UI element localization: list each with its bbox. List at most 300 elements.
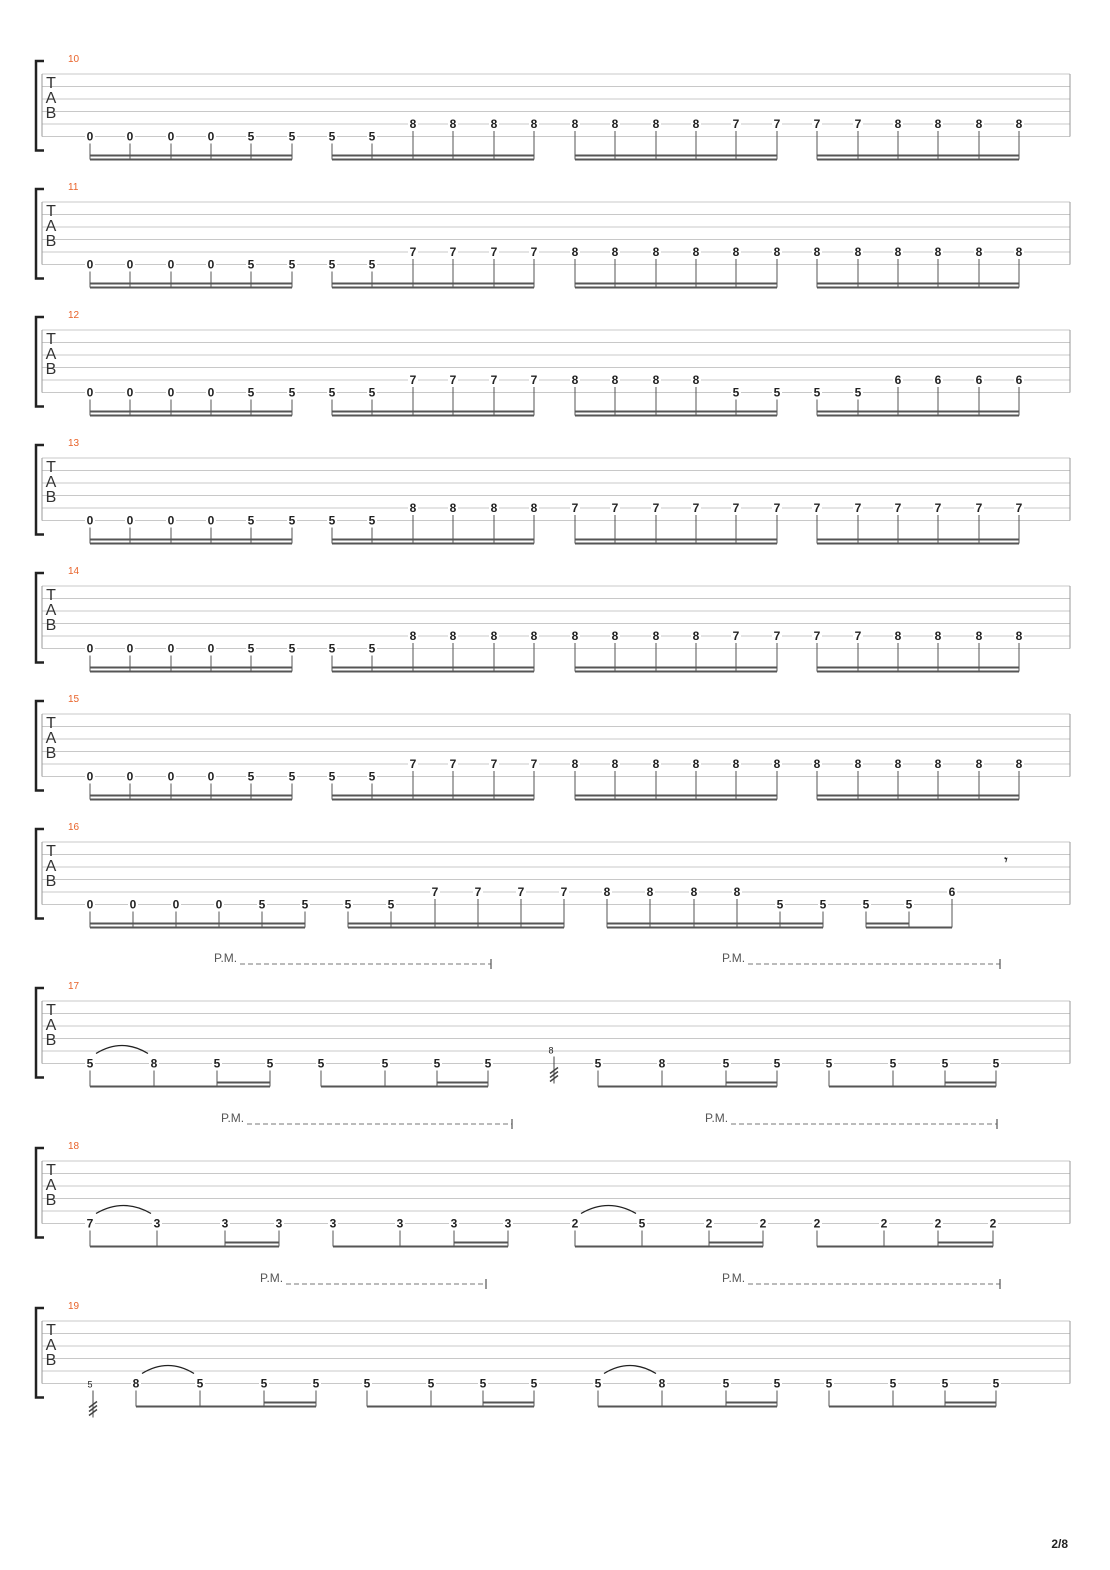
measure-number: 15 bbox=[68, 694, 80, 705]
fret-number: 8 bbox=[975, 629, 983, 643]
fret-number: 7 bbox=[732, 629, 740, 643]
fret-number: 5 bbox=[247, 641, 255, 656]
tie-arc bbox=[96, 1046, 148, 1054]
fret-number: 5 bbox=[905, 897, 913, 912]
fret-number: 8 bbox=[692, 117, 700, 131]
fret-number: 3 bbox=[221, 1216, 229, 1231]
fret-number: 3 bbox=[396, 1216, 404, 1231]
tab-clef-letter: B bbox=[45, 1352, 57, 1369]
fret-number: 8 bbox=[449, 117, 457, 131]
fret-number: 8 bbox=[975, 245, 983, 259]
fret-number: 8 bbox=[571, 757, 579, 771]
fret-number: 8 bbox=[652, 245, 660, 259]
beat-group bbox=[812, 501, 1024, 544]
fret-number: 2 bbox=[989, 1216, 997, 1231]
fret-number: 5 bbox=[288, 769, 296, 784]
fret-number: 5 bbox=[387, 897, 395, 912]
beat-group bbox=[85, 1217, 284, 1247]
fret-number: 5 bbox=[889, 1376, 897, 1391]
fret-number: 0 bbox=[207, 513, 215, 528]
fret-number: 8 bbox=[530, 629, 538, 643]
fret-number: 5 bbox=[288, 257, 296, 272]
fret-number: 7 bbox=[854, 629, 862, 643]
fret-number: 3 bbox=[504, 1216, 512, 1231]
measure-number: 16 bbox=[68, 822, 80, 833]
fret-number: 5 bbox=[479, 1376, 487, 1391]
fret-number: 8 bbox=[1015, 245, 1023, 259]
fret-number: 7 bbox=[490, 373, 498, 387]
tab-clef-letter: A bbox=[45, 1017, 57, 1034]
palm-mute-label: P.M. bbox=[260, 1271, 284, 1285]
fret-number: 7 bbox=[571, 501, 579, 515]
palm-mute-label: P.M. bbox=[705, 1111, 729, 1125]
measure-number: 13 bbox=[68, 438, 80, 449]
grace-note: 5 bbox=[87, 1379, 93, 1390]
beat-group bbox=[316, 1057, 493, 1087]
fret-number: 7 bbox=[611, 501, 619, 515]
fret-number: 8 bbox=[409, 629, 417, 643]
fret-number: 8 bbox=[894, 629, 902, 643]
tie-arc bbox=[604, 1366, 656, 1374]
fret-number: 5 bbox=[889, 1056, 897, 1071]
beat-group bbox=[812, 757, 1024, 800]
fret-number: 5 bbox=[266, 1056, 274, 1071]
tab-clef-letter: B bbox=[45, 489, 57, 506]
measure-number: 17 bbox=[68, 981, 80, 992]
fret-number: 5 bbox=[381, 1056, 389, 1071]
fret-number: 5 bbox=[258, 897, 266, 912]
fret-number: 7 bbox=[732, 501, 740, 515]
fret-number: 7 bbox=[894, 501, 902, 515]
fret-number: 0 bbox=[167, 129, 175, 144]
fret-number: 8 bbox=[150, 1056, 158, 1071]
fret-number: 0 bbox=[167, 769, 175, 784]
fret-number: 5 bbox=[312, 1376, 320, 1391]
fret-number: 8 bbox=[449, 501, 457, 515]
fret-number: 8 bbox=[603, 885, 611, 899]
fret-number: 8 bbox=[530, 117, 538, 131]
fret-number: 8 bbox=[490, 629, 498, 643]
fret-number: 8 bbox=[132, 1376, 140, 1391]
palm-mute-label: P.M. bbox=[722, 1271, 746, 1285]
beat-group bbox=[861, 885, 957, 928]
fret-number: 0 bbox=[167, 385, 175, 400]
fret-number: 7 bbox=[854, 117, 862, 131]
fret-number: 0 bbox=[126, 129, 134, 144]
fret-number: 8 bbox=[611, 757, 619, 771]
fret-number: 5 bbox=[941, 1376, 949, 1391]
fret-number: 8 bbox=[658, 1056, 666, 1071]
tie-arc bbox=[142, 1366, 194, 1374]
tab-clef-letter: T bbox=[46, 459, 56, 476]
beat-group bbox=[570, 117, 782, 160]
fret-number: 7 bbox=[449, 373, 457, 387]
tab-clef-letter: A bbox=[45, 1337, 57, 1354]
tie-arc bbox=[581, 1206, 636, 1214]
fret-number: 5 bbox=[288, 385, 296, 400]
fret-number: 7 bbox=[560, 885, 568, 899]
beat-group bbox=[593, 1377, 782, 1407]
fret-number: 0 bbox=[207, 257, 215, 272]
fret-number: 5 bbox=[301, 897, 309, 912]
fret-number: 8 bbox=[1015, 629, 1023, 643]
fret-number: 5 bbox=[247, 385, 255, 400]
fret-number: 8 bbox=[934, 757, 942, 771]
fret-number: 8 bbox=[934, 245, 942, 259]
fret-number: 5 bbox=[328, 769, 336, 784]
fret-number: 7 bbox=[530, 245, 538, 259]
tab-clef-letter: T bbox=[46, 843, 56, 860]
fret-number: 7 bbox=[773, 501, 781, 515]
beat-group bbox=[570, 501, 782, 544]
fret-number: 5 bbox=[825, 1376, 833, 1391]
fret-number: 7 bbox=[813, 501, 821, 515]
fret-number: 5 bbox=[722, 1376, 730, 1391]
fret-number: 5 bbox=[368, 513, 376, 528]
tab-system bbox=[36, 1111, 1070, 1247]
fret-number: 8 bbox=[658, 1376, 666, 1391]
fret-number: 3 bbox=[275, 1216, 283, 1231]
fret-number: 8 bbox=[894, 117, 902, 131]
fret-number: 0 bbox=[172, 897, 180, 912]
fret-number: 6 bbox=[934, 373, 942, 387]
tab-system bbox=[36, 438, 1070, 544]
fret-number: 0 bbox=[126, 769, 134, 784]
tab-system bbox=[36, 951, 1070, 1087]
measure-number: 19 bbox=[68, 1301, 80, 1312]
fret-number: 8 bbox=[692, 629, 700, 643]
fret-number: 8 bbox=[692, 757, 700, 771]
fret-number: 8 bbox=[773, 757, 781, 771]
fret-number: 5 bbox=[288, 129, 296, 144]
fret-number: 7 bbox=[1015, 501, 1023, 515]
fret-number: 2 bbox=[705, 1216, 713, 1231]
tab-clef-letter: B bbox=[45, 1192, 57, 1209]
beat-group bbox=[85, 898, 310, 928]
tab-system bbox=[36, 566, 1070, 672]
fret-number: 8 bbox=[490, 117, 498, 131]
fret-number: 8 bbox=[652, 373, 660, 387]
fret-number: 5 bbox=[328, 129, 336, 144]
fret-number: 2 bbox=[759, 1216, 767, 1231]
fret-number: 5 bbox=[368, 769, 376, 784]
fret-number: 8 bbox=[409, 117, 417, 131]
fret-number: 5 bbox=[941, 1056, 949, 1071]
fret-number: 5 bbox=[433, 1056, 441, 1071]
fret-number: 7 bbox=[530, 757, 538, 771]
beat-group bbox=[85, 770, 297, 800]
fret-number: 7 bbox=[854, 501, 862, 515]
tab-clef-letter: T bbox=[46, 1322, 56, 1339]
fret-number: 0 bbox=[207, 129, 215, 144]
tab-clef-letter: B bbox=[45, 873, 57, 890]
fret-number: 8 bbox=[1015, 117, 1023, 131]
tab-clef-letter: T bbox=[46, 75, 56, 92]
beat-group bbox=[85, 130, 297, 160]
fret-number: 5 bbox=[247, 129, 255, 144]
tab-clef-letter: B bbox=[45, 617, 57, 634]
fret-number: 0 bbox=[86, 129, 94, 144]
palm-mute-label: P.M. bbox=[214, 951, 238, 965]
fret-number: 7 bbox=[474, 885, 482, 899]
fret-number: 7 bbox=[490, 757, 498, 771]
fret-number: 5 bbox=[992, 1376, 1000, 1391]
fret-number: 0 bbox=[207, 769, 215, 784]
tab-system bbox=[36, 182, 1070, 288]
tab-clef-letter: T bbox=[46, 715, 56, 732]
fret-number: 5 bbox=[196, 1376, 204, 1391]
fret-number: 8 bbox=[409, 501, 417, 515]
fret-number: 0 bbox=[86, 641, 94, 656]
beat-group bbox=[343, 885, 569, 928]
fret-number: 5 bbox=[862, 897, 870, 912]
fret-number: 8 bbox=[652, 629, 660, 643]
tab-clef-letter: A bbox=[45, 218, 57, 235]
fret-number: 7 bbox=[409, 757, 417, 771]
fret-number: 2 bbox=[813, 1216, 821, 1231]
fret-number: 8 bbox=[490, 501, 498, 515]
beat-group bbox=[812, 1217, 998, 1247]
tab-clef-letter: A bbox=[45, 602, 57, 619]
fret-number: 8 bbox=[611, 245, 619, 259]
fret-number: 8 bbox=[571, 117, 579, 131]
tab-clef-letter: T bbox=[46, 203, 56, 220]
fret-number: 5 bbox=[484, 1056, 492, 1071]
tab-clef-letter: B bbox=[45, 105, 57, 122]
fret-number: 7 bbox=[773, 629, 781, 643]
fret-number: 7 bbox=[692, 501, 700, 515]
fret-number: 8 bbox=[449, 629, 457, 643]
tab-clef-letter: A bbox=[45, 474, 57, 491]
fret-number: 5 bbox=[213, 1056, 221, 1071]
fret-number: 0 bbox=[129, 897, 137, 912]
fret-number: 0 bbox=[126, 513, 134, 528]
fret-number: 0 bbox=[86, 257, 94, 272]
fret-number: 5 bbox=[86, 1056, 94, 1071]
tab-clef-letter: B bbox=[45, 1032, 57, 1049]
beat-group bbox=[824, 1057, 1001, 1087]
fret-number: 5 bbox=[813, 385, 821, 400]
fret-number: 0 bbox=[167, 257, 175, 272]
fret-number: 3 bbox=[153, 1216, 161, 1231]
beat-group bbox=[85, 258, 297, 288]
tab-clef-letter: T bbox=[46, 587, 56, 604]
fret-number: 7 bbox=[813, 629, 821, 643]
fret-number: 7 bbox=[975, 501, 983, 515]
fret-number: 5 bbox=[368, 129, 376, 144]
beat-group bbox=[131, 1377, 321, 1407]
beat-group bbox=[328, 1217, 513, 1247]
fret-number: 2 bbox=[571, 1216, 579, 1231]
beat-group bbox=[824, 1377, 1001, 1407]
fret-number: 8 bbox=[813, 757, 821, 771]
fret-number: 7 bbox=[431, 885, 439, 899]
tab-system bbox=[36, 694, 1070, 800]
fret-number: 5 bbox=[825, 1056, 833, 1071]
beat-group bbox=[327, 501, 539, 544]
fret-number: 2 bbox=[934, 1216, 942, 1231]
fret-number: 8 bbox=[975, 117, 983, 131]
tie-arc bbox=[96, 1206, 151, 1214]
fret-number: 0 bbox=[126, 641, 134, 656]
beat-group bbox=[362, 1377, 539, 1407]
fret-number: 5 bbox=[773, 385, 781, 400]
fret-number: 8 bbox=[571, 629, 579, 643]
beat-group bbox=[570, 245, 782, 288]
fret-number: 5 bbox=[247, 257, 255, 272]
fret-number: 8 bbox=[854, 245, 862, 259]
tab-clef-letter: T bbox=[46, 331, 56, 348]
fret-number: 0 bbox=[167, 513, 175, 528]
fret-number: 5 bbox=[773, 1376, 781, 1391]
tab-system bbox=[36, 310, 1070, 416]
beat-group bbox=[570, 629, 782, 672]
fret-number: 0 bbox=[86, 385, 94, 400]
fret-number: 5 bbox=[328, 257, 336, 272]
fret-number: 8 bbox=[813, 245, 821, 259]
fret-number: 8 bbox=[854, 757, 862, 771]
fret-number: 7 bbox=[449, 757, 457, 771]
fret-number: 5 bbox=[328, 641, 336, 656]
fret-number: 6 bbox=[948, 885, 956, 899]
fret-number: 2 bbox=[880, 1216, 888, 1231]
fret-number: 5 bbox=[594, 1056, 602, 1071]
fret-number: 8 bbox=[894, 245, 902, 259]
fret-number: 5 bbox=[288, 641, 296, 656]
fret-number: 7 bbox=[934, 501, 942, 515]
beat-group bbox=[570, 757, 782, 800]
fret-number: 7 bbox=[732, 117, 740, 131]
tab-clef-letter: A bbox=[45, 858, 57, 875]
beat-group bbox=[593, 1057, 782, 1087]
fret-number: 8 bbox=[611, 373, 619, 387]
tab-system bbox=[36, 1271, 1070, 1418]
fret-number: 5 bbox=[722, 1056, 730, 1071]
measure-number: 11 bbox=[68, 182, 79, 193]
fret-number: 7 bbox=[813, 117, 821, 131]
fret-number: 7 bbox=[409, 245, 417, 259]
fret-number: 8 bbox=[530, 501, 538, 515]
fret-number: 8 bbox=[571, 245, 579, 259]
fret-number: 0 bbox=[126, 385, 134, 400]
beat-group bbox=[327, 373, 539, 416]
fret-number: 7 bbox=[773, 117, 781, 131]
fret-number: 7 bbox=[449, 245, 457, 259]
beat-group bbox=[570, 373, 782, 416]
beat-group bbox=[85, 514, 297, 544]
fret-number: 8 bbox=[692, 373, 700, 387]
fret-number: 0 bbox=[126, 257, 134, 272]
fret-number: 5 bbox=[288, 513, 296, 528]
fret-number: 0 bbox=[86, 897, 94, 912]
tab-clef-letter: B bbox=[45, 361, 57, 378]
tab-clef-letter: B bbox=[45, 745, 57, 762]
fret-number: 0 bbox=[86, 769, 94, 784]
beat-group bbox=[327, 757, 539, 800]
tab-system bbox=[36, 822, 1070, 928]
beat-group bbox=[812, 117, 1024, 160]
fret-number: 0 bbox=[86, 513, 94, 528]
fret-number: 8 bbox=[732, 245, 740, 259]
grace-note: 8 bbox=[548, 1045, 554, 1056]
fret-number: 8 bbox=[611, 117, 619, 131]
fret-number: 5 bbox=[368, 641, 376, 656]
fret-number: 8 bbox=[611, 629, 619, 643]
fret-number: 5 bbox=[773, 1056, 781, 1071]
fret-number: 5 bbox=[530, 1376, 538, 1391]
palm-mute-label: P.M. bbox=[221, 1111, 245, 1125]
fret-number: 5 bbox=[328, 385, 336, 400]
beat-group bbox=[327, 117, 539, 160]
fret-number: 5 bbox=[732, 385, 740, 400]
fret-number: 5 bbox=[260, 1376, 268, 1391]
fret-number: 3 bbox=[450, 1216, 458, 1231]
fret-number: 0 bbox=[207, 385, 215, 400]
fret-number: 8 bbox=[773, 245, 781, 259]
fret-number: 8 bbox=[690, 885, 698, 899]
fret-number: 8 bbox=[975, 757, 983, 771]
beat-group bbox=[812, 245, 1024, 288]
fret-number: 5 bbox=[776, 897, 784, 912]
beat-group bbox=[327, 629, 539, 672]
fret-number: 8 bbox=[571, 373, 579, 387]
fret-number: 5 bbox=[594, 1376, 602, 1391]
fret-number: 7 bbox=[490, 245, 498, 259]
tab-clef-letter: A bbox=[45, 346, 57, 363]
fret-number: 6 bbox=[894, 373, 902, 387]
fret-number: 7 bbox=[530, 373, 538, 387]
fret-number: 6 bbox=[1015, 373, 1023, 387]
fret-number: 5 bbox=[368, 385, 376, 400]
fret-number: 8 bbox=[934, 117, 942, 131]
tab-clef-letter: A bbox=[45, 1177, 57, 1194]
fret-number: 5 bbox=[247, 513, 255, 528]
fret-number: 8 bbox=[646, 885, 654, 899]
fret-number: 0 bbox=[167, 641, 175, 656]
fret-number: 8 bbox=[934, 629, 942, 643]
beat-group bbox=[812, 373, 1024, 416]
fret-number: 0 bbox=[215, 897, 223, 912]
tab-clef-letter: A bbox=[45, 730, 57, 747]
fret-number: 8 bbox=[652, 757, 660, 771]
fret-number: 7 bbox=[409, 373, 417, 387]
beat-group bbox=[85, 386, 297, 416]
tab-system bbox=[36, 54, 1070, 160]
tab-clef-letter: T bbox=[46, 1002, 56, 1019]
fret-number: 5 bbox=[363, 1376, 371, 1391]
eighth-rest: 𝄾 bbox=[1004, 853, 1008, 867]
measure-number: 10 bbox=[68, 54, 80, 65]
beat-group bbox=[812, 629, 1024, 672]
beat-group bbox=[85, 1057, 275, 1087]
fret-number: 7 bbox=[652, 501, 660, 515]
fret-number: 5 bbox=[247, 769, 255, 784]
fret-number: 8 bbox=[692, 245, 700, 259]
beat-group bbox=[327, 245, 539, 288]
beat-group bbox=[85, 642, 297, 672]
fret-number: 8 bbox=[894, 757, 902, 771]
fret-number: 7 bbox=[86, 1216, 94, 1231]
beat-group bbox=[602, 885, 828, 928]
fret-number: 6 bbox=[975, 373, 983, 387]
fret-number: 8 bbox=[1015, 757, 1023, 771]
tab-clef-letter: T bbox=[46, 1162, 56, 1179]
measure-number: 12 bbox=[68, 310, 80, 321]
beat-group bbox=[570, 1217, 768, 1247]
page-number: 2/8 bbox=[1051, 1537, 1068, 1551]
tab-clef-letter: B bbox=[45, 233, 57, 250]
fret-number: 5 bbox=[368, 257, 376, 272]
